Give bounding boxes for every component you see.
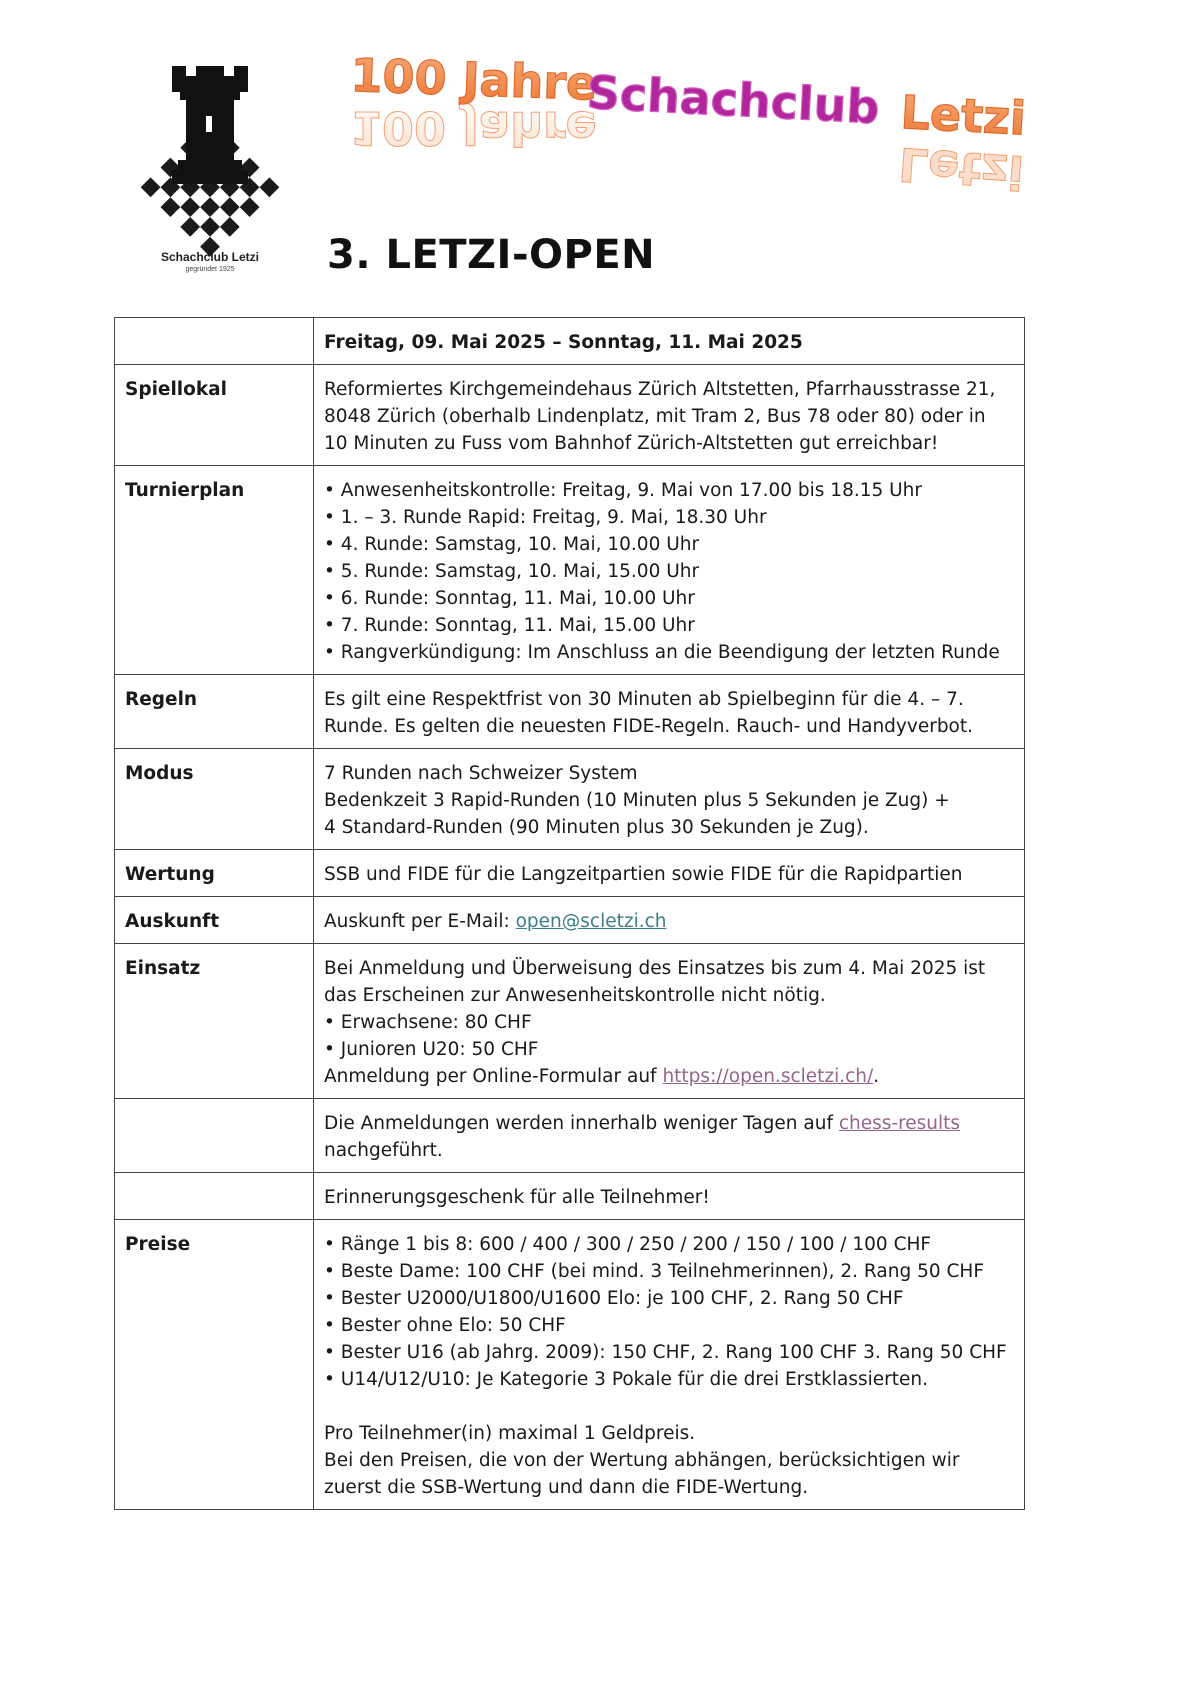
anniversary-banner [350,46,1060,216]
table-row-einsatz [115,944,1025,1099]
schedule-item: • 1. – 3. Runde Rapid: Freitag, 9. Mai, 18.30 Uhr [324,507,767,528]
schedule-item: • 5. Runde: Samstag, 10. Mai, 15.00 Uhr [324,561,700,582]
registration-form-link[interactable]: https://open.scletzi.ch/ [662,1066,874,1087]
einsatz-line: Bei Anmeldung und Überweisung des Einsatzes bis zum 4. Mai 2025 ist [324,958,986,979]
regeln-value [314,675,1025,749]
einsatz-line: das Erscheinen zur Anwesenheitskontrolle nicht nötig. [324,985,826,1006]
spiellokal-line: 8048 Zürich (oberhalb Lindenplatz, mit Tram 2, Bus 78 oder 80) oder in [324,406,986,427]
auskunft-value [314,897,1025,944]
prize-item: • Bester U16 (ab Jahrg. 2009): 150 CHF, 2. Rang 100 CHF 3. Rang 50 CHF [324,1342,1007,1363]
modus-value [314,749,1025,850]
label-modus: Modus [115,749,314,850]
regeln-line: Es gilt eine Respektfrist von 30 Minuten ab Spielbeginn für die 4. – 7. [324,689,964,710]
table-row-regeln [115,675,1025,749]
banner-text-3-reflection: Letzi [897,137,1026,200]
label-empty [115,1099,314,1173]
einsatz-value [314,944,1025,1099]
anmeldungen-value [314,1099,1025,1173]
spacer [324,1393,1014,1420]
registration-prefix: Anmeldung per Online-Formular auf [324,1066,663,1087]
geschenk-value: Erinnerungsgeschenk für alle Teilnehmer! [314,1173,1025,1220]
logo-founded-text: gegründet 1925 [185,266,235,273]
prize-note: Pro Teilnehmer(in) maximal 1 Geldpreis. [324,1423,696,1444]
preise-value [314,1220,1025,1510]
banner-text-2: Schachclub [585,65,881,135]
prize-note: Bei den Preisen, die von der Wertung abhängen, berücksichtigen wir [324,1450,960,1471]
wertung-value: SSB und FIDE für die Langzeitpartien sowie FIDE für die Rapidpartien [314,850,1025,897]
label-regeln: Regeln [115,675,314,749]
label-empty [115,1173,314,1220]
anmeldungen-suffix: nachgeführt. [324,1140,443,1161]
spiellokal-value [314,365,1025,466]
prize-note: zuerst die SSB-Wertung und dann die FIDE-Wertung. [324,1477,809,1498]
schedule-item: • Rangverkündigung: Im Anschluss an die Beendigung der letzten Runde [324,642,1000,663]
club-logo [120,58,300,278]
modus-line: 4 Standard-Runden (90 Minuten plus 30 Sekunden je Zug). [324,817,869,838]
table-row-date [115,318,1025,365]
label-wertung: Wertung [115,850,314,897]
label-spiellokal: Spiellokal [115,365,314,466]
label-empty [115,318,314,365]
prize-item: • Bester U2000/U1800/U1600 Elo: je 100 CHF, 2. Rang 50 CHF [324,1288,904,1309]
tournament-info-table [114,317,1025,1510]
email-link[interactable]: open@scletzi.ch [515,911,667,932]
table-row-wertung [115,850,1025,897]
auskunft-prefix: Auskunft per E-Mail: [324,911,516,932]
einsatz-line: • Junioren U20: 50 CHF [324,1039,539,1060]
schedule-item: • 7. Runde: Sonntag, 11. Mai, 15.00 Uhr [324,615,695,636]
label-preise: Preise [115,1220,314,1510]
modus-line: Bedenkzeit 3 Rapid-Runden (10 Minuten plus 5 Sekunden je Zug) + [324,790,950,811]
spiellokal-line: 10 Minuten zu Fuss vom Bahnhof Zürich-Altstetten gut erreichbar! [324,433,939,454]
banner-text-3: Letzi [899,85,1028,146]
prize-item: • Beste Dame: 100 CHF (bei mind. 3 Teilnehmerinnen), 2. Rang 50 CHF [324,1261,984,1282]
registration-line [324,1063,1014,1090]
table-row-geschenk [115,1173,1025,1220]
prize-item: • Ränge 1 bis 8: 600 / 400 / 300 / 250 / 200 / 150 / 100 / 100 CHF [324,1234,932,1255]
einsatz-line: • Erwachsene: 80 CHF [324,1012,532,1033]
logo-club-name: Schachclub Letzi [160,250,260,264]
prize-item: • Bester ohne Elo: 50 CHF [324,1315,566,1336]
label-einsatz: Einsatz [115,944,314,1099]
label-turnierplan: Turnierplan [115,466,314,675]
table-row-spiellokal [115,365,1025,466]
regeln-line: Runde. Es gelten die neuesten FIDE-Regeln. Rauch- und Handyverbot. [324,716,974,737]
banner-text-1: 100 Jahre [350,48,599,111]
schedule-item: • 4. Runde: Samstag, 10. Mai, 10.00 Uhr [324,534,700,555]
spiellokal-line: Reformiertes Kirchgemeindehaus Zürich Altstetten, Pfarrhausstrasse 21, [324,379,996,400]
turnierplan-value [314,466,1025,675]
prize-item: • U14/U12/U10: Je Kategorie 3 Pokale für die drei Erstklassierten. [324,1369,929,1390]
anmeldungen-prefix: Die Anmeldungen werden innerhalb weniger Tagen auf [324,1113,839,1134]
banner-text-1-reflection: 100 Jahre [350,101,597,155]
page-title: 3. LETZI-OPEN [327,232,656,278]
date-range: Freitag, 09. Mai 2025 – Sonntag, 11. Mai 2025 [314,318,1025,365]
modus-line: 7 Runden nach Schweizer System [324,763,638,784]
schedule-item: • 6. Runde: Sonntag, 11. Mai, 10.00 Uhr [324,588,695,609]
table-row-preise [115,1220,1025,1510]
anmeldungen-line [324,1110,1014,1137]
label-auskunft: Auskunft [115,897,314,944]
schedule-item: • Anwesenheitskontrolle: Freitag, 9. Mai von 17.00 bis 18.15 Uhr [324,480,923,501]
chess-results-link[interactable]: chess-results [838,1113,961,1134]
table-row-modus [115,749,1025,850]
registration-suffix: . [873,1066,880,1087]
table-row-anmeldungen [115,1099,1025,1173]
table-row-turnierplan [115,466,1025,675]
table-row-auskunft [115,897,1025,944]
